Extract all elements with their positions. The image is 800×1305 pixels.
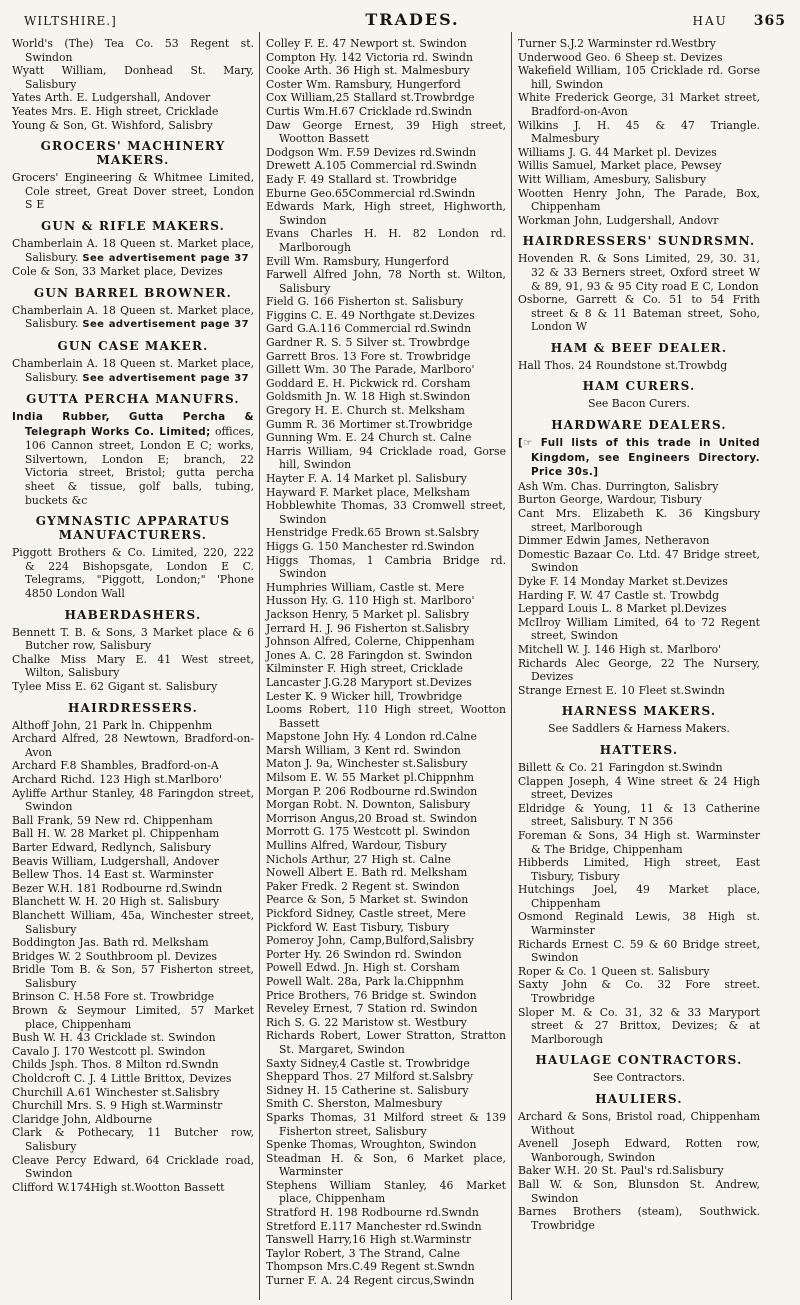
directory-entry: Bush W. H. 43 Cricklade st. Swindon [12,1031,216,1045]
section-heading: HARNESS MAKERS. [561,704,717,719]
directory-entry: Bridges W. 2 Southbroom pl. Devizes [12,949,217,963]
directory-entry: Dyke F. 14 Monday Market st.Devizes [518,575,728,588]
directory-entry: Garrett Bros. 13 Fore st. Trowbridge [266,349,471,363]
page-title: TRADES. [365,10,460,29]
directory-entry: Clifford W.174High st.Wootton Bassett [12,1180,225,1194]
section-heading: HAULAGE CONTRACTORS. [535,1053,743,1068]
directory-entry: Osmond Reginald Lewis, 38 High st. Warminster [518,910,760,938]
directory-entry: Harding F. W. 47 Castle st. Trowbdg [518,588,720,602]
directory-entry: Stephens William Stanley, 46 Market place, Chippenham [266,1178,506,1206]
directory-entry: Foreman & Sons, 34 High st. Warminster & The Bridge, Chippenham [518,828,760,856]
directory-entry: Sparks Thomas, 31 Milford street & 139 Fisherton street, Salisbury [266,1110,506,1138]
directory-entry: Cleave Percy Edward, 64 Cricklade road, Swindon [12,1153,254,1181]
section-heading: HAM CURERS. [582,379,696,394]
directory-entry: Gard G.A.116 Commercial rd.Swindn [266,322,472,336]
directory-entry: Underwood Geo. 6 Sheep st. Devizes [518,50,723,64]
directory-entry: Osborne, Garrett & Co. 51 to 54 Frith street & 8 & 11 Bateman street, Soho, London W [518,293,760,334]
directory-entry: Johnson Alfred, Colerne, Chippenham [266,635,475,649]
directory-entry: Strange Ernest E. 10 Fleet st.Swindn [518,683,725,697]
directory-entry: Jerrard H. J. 96 Fisherton st.Salisbry [266,621,470,635]
directory-entry: Humphries William, Castle st. Mere [266,580,465,594]
directory-entry: Childs Jsph. Thos. 8 Milton rd.Swndn [12,1058,219,1072]
directory-entry: Mapstone John Hy. 4 London rd.Calne [266,730,477,744]
directory-entry: Maton J. 9a, Winchester st.Salisbury [266,757,468,771]
directory-entry: Turner S.J.2 Warminster rd.Westbry [518,37,716,50]
directory-entry: Sloper M. & Co. 31, 32 & 33 Maryport street & 27 Brittox, Devizes; & at Marlborough [518,1005,760,1046]
directory-entry: Hutchings Joel, 49 Market place, Chippenham [518,883,760,910]
directory-entry: Steadman H. & Son, 6 Market place, Warminster [266,1151,506,1179]
directory-entry: Young & Son, Gt. Wishford, Salisbry [12,118,213,132]
directory-entry: Nichols Arthur, 27 High st. Calne [266,852,451,866]
directory-entry: Lester K. 9 Wicker hill, Trowbridge [266,689,463,703]
directory-entry: Goddard E. H. Pickwick rd. Corsham [266,376,471,390]
directory-entry: Ball W. & Son, Blunsdon St. Andrew, Swindon [518,1177,760,1205]
directory-entry: Brown & Seymour Limited, 57 Market place, Chippenham [12,1004,254,1031]
section-heading: HAIRDRESSERS. [68,700,198,715]
directory-entry: Bezer W.H. 181 Rodbourne rd.Swindn [12,881,223,895]
directory-entry: Bridle Tom B. & Son, 57 Fisherton street, Salisbury [12,963,254,990]
bold-note: See advertisement page 37 [82,372,249,384]
directory-entry: Porter Hy. 26 Swindon rd. Swindon [266,947,462,961]
directory-entry: Churchill A.61 Winchester st.Salisbry [12,1085,220,1099]
directory-entry: Hayter F. A. 14 Market pl. Salisbury [266,472,467,485]
directory-entry: Morgan P. 206 Rodbourne rd.Swindon [266,784,478,798]
directory-entry: Edwards Mark, High street, Highworth, Swindon [266,200,506,227]
section-heading: HABERDASHERS. [64,607,202,622]
directory-entry: Grocers' Engineering & Whitmee Limited, Cole street, Great Dover street, London S E [12,171,254,212]
directory-entry: Chamberlain A. 18 Queen st. Market place, Salisbury. See advertisement page 37 [12,356,254,384]
directory-entry: Tanswell Harry,16 High st.Warminstr [266,1233,472,1247]
section-heading: GUTTA PERCHA MANUFRS. [26,392,240,407]
directory-entry: India Rubber, Gutta Percha & Telegraph Works Co. Limited; offices, 106 Cannon street, London E C; works, Silvertown, London E; branch, 22 Victoria street, Bristol; gutta percha sheet & tissue, golf balls, tubing, buckets &c [12,411,254,507]
directory-entry: Althoff John, 21 Park ln. Chippenhm [12,718,213,732]
directory-entry: Spenke Thomas, Wroughton, Swindon [266,1138,477,1152]
directory-entry: Brinson C. H.58 Fore st. Trowbridge [12,990,215,1004]
directory-entry: Choldcroft C. J. 4 Little Brittox, Devizes [12,1072,232,1086]
page-header [6,6,796,32]
directory-entry: Field G. 166 Fisherton st. Salisbury [266,295,464,309]
directory-entry: Nowell Albert E. Bath rd. Melksham [266,866,468,880]
directory-entry: Marsh William, 3 Kent rd. Swindon [266,743,461,757]
directory-entry: Roper & Co. 1 Queen st. Salisbury [518,964,710,978]
directory-entry: Higgs Thomas, 1 Cambria Bridge rd. Swindon [266,553,506,581]
directory-entry: Avenell Joseph Edward, Rotten row, Wanborough, Swindon [518,1137,760,1164]
directory-entry: Chamberlain A. 18 Queen st. Market place, Salisbury. See advertisement page 37 [12,236,254,264]
directory-entry: Ball H. W. 28 Market pl. Chippenham [12,827,220,841]
directory-entry: Bennett T. B. & Sons, 3 Market place & 6 Butcher row, Salisbury [12,625,254,653]
directory-entry: Higgs G. 150 Manchester rd.Swindon [266,539,475,553]
cross-reference: See Bacon Curers. [588,397,690,411]
directory-entry: Willis Samuel, Market place, Pewsey [518,159,722,173]
directory-entry: Archard F.8 Shambles, Bradford-on-A [12,759,219,773]
section-heading: GUN & RIFLE MAKERS. [40,218,226,233]
directory-entry: Hayward F. Market place, Melksham [266,485,470,499]
directory-entry: Harris William, 94 Cricklade road, Gorse hill, Swindon [266,444,506,472]
directory-entry: Paker Fredk. 2 Regent st. Swindon [266,879,460,893]
directory-entry: Gunning Wm. E. 24 Church st. Calne [266,431,472,445]
directory-entry: Smith C. Sherston, Malmesbury [266,1097,443,1111]
directory-entry: Gregory H. E. Church st. Melksham [266,404,465,418]
directory-entry: Cant Mrs. Elizabeth K. 36 Kingsbury street, Marlborough [518,507,760,534]
directory-entry: Gardner R. S. 5 Silver st. Trowbrdge [266,336,470,350]
directory-entry: Evans Charles H. H. 82 London rd. Marlborough [266,227,506,254]
directory-entry: White Frederick George, 31 Market street, Bradford-on-Avon [518,91,760,118]
directory-entry: Farwell Alfred John, 78 North st. Wilton, Salisbury [266,268,506,295]
section-heading: HAM & BEEF DEALER. [550,340,728,355]
directory-entry: Blanchett W. H. 20 High st. Salisbury [12,895,220,909]
directory-entry: Sidney H. 15 Catherine st. Salisbury [266,1083,469,1097]
directory-entry: Piggott Brothers & Co. Limited, 220, 222 & 224 Bishopsgate, London E C. Telegrams, "Piggott, London;" 'Phone 4850 London Wall [12,546,254,601]
directory-entry: Gumm R. 36 Mortimer st.Trowbridge [266,417,473,431]
directory-entry: Pickford Sidney, Castle street, Mere [266,907,466,920]
cross-reference: See Saddlers & Harness Makers. [548,722,730,736]
directory-entry: Powell Walt. 28a, Park la.Chippnhm [266,974,464,988]
directory-entry: Williams J. G. 44 Market pl. Devizes [518,145,717,159]
directory-entry: Saxty Sidney,4 Castle st. Trowbridge [266,1056,470,1070]
directory-entry: Pearce & Son, 5 Market st. Swindon [266,893,469,907]
section-heading: HATTERS. [599,742,679,757]
column-1 [6,32,259,1300]
cross-reference: See Contractors. [592,1071,686,1085]
column-2 [259,32,512,1300]
directory-entry: Mullins Alfred, Wardour, Tisbury [266,839,447,853]
directory-entry: Domestic Bazaar Co. Ltd. 47 Bridge street, Swindon [518,547,760,575]
directory-entry: Daw George Ernest, 39 High street, Wootton Bassett [266,118,506,146]
section-heading: GROCERS' MACHINERY MAKERS. [40,139,226,168]
directory-entry: Reveley Ernest, 7 Station rd. Swindon [266,1002,478,1016]
directory-entry: Morrott G. 175 Westcott pl. Swindon [266,825,470,839]
directory-entry: Lancaster J.G.28 Maryport st.Devizes [266,675,472,689]
directory-entry: Barnes Brothers (steam), Southwick. Trowbridge [518,1205,760,1232]
directory-entry: Hall Thos. 24 Roundstone st.Trowbdg [518,358,728,372]
bold-note: [☞ Full lists of this trade in United Kingdom, see Engineers Directory. Price 30s.] [518,437,760,479]
directory-entry: Yeates Mrs. E. High street, Cricklade [12,104,219,118]
bold-note: See advertisement page 37 [82,319,249,331]
directory-entry: World's (The) Tea Co. 53 Regent st. Swindon [12,37,254,64]
bold-note: See advertisement page 37 [82,252,249,264]
directory-entry: Hobblewhite Thomas, 33 Cromwell street, Swindon [266,499,506,526]
directory-entry: Price Brothers, 76 Bridge st. Swindon [266,988,477,1002]
directory-entry: Saxty John & Co. 32 Fore street. Trowbridge [518,978,760,1006]
directory-entry: Looms Robert, 110 High street, Wootton Bassett [266,703,506,730]
directory-entry: Churchill Mrs. S. 9 High st.Warminstr [12,1099,223,1113]
directory-entry: Wootten Henry John, The Parade, Box, Chippenham [518,186,760,214]
directory-entry: Cavalo J. 170 Westcott pl. Swindon [12,1044,206,1058]
column-3 [512,32,765,1300]
section-heading: HAIRDRESSERS' SUNDRSMN. [522,234,756,249]
directory-entry: Beavis William, Ludgershall, Andover [12,854,220,868]
directory-entry: Cooke Arth. 36 High st. Malmesbury [266,64,470,78]
directory-entry: Barter Edward, Redlynch, Salisbury [12,840,211,854]
directory-entry: Coster Wm. Ramsbury, Hungerford [266,77,461,91]
columns-container [6,32,796,1300]
directory-entry: Ash Wm. Chas. Durrington, Salisbry [518,479,719,493]
directory-entry: Baker W.H. 20 St. Paul's rd.Salisbury [518,1164,724,1178]
section-heading: HAULIERS. [595,1092,683,1106]
directory-entry: Evill Wm. Ramsbury, Hungerford [266,254,449,268]
directory-entry: Yates Arth. E. Ludgershall, Andover [12,91,211,105]
page-number-block [571,13,786,29]
directory-entry: Leppard Louis L. 8 Market pl.Devizes [518,602,727,616]
directory-entry: Archard & Sons, Bristol road, Chippenham Without [518,1110,760,1137]
directory-entry: Boddington Jas. Bath rd. Melksham [12,936,209,950]
directory-entry: Clappen Joseph, 4 Wine street & 24 High street, Devizes [518,774,760,802]
directory-entry: Jones A. C. 28 Faringdon st. Swindon [266,648,473,662]
directory-entry: Sheppard Thos. 27 Milford st.Salsbry [266,1070,474,1084]
directory-entry: Husson Hy. G. 110 High st. Marlboro' [266,594,475,608]
directory-entry: Powell Edwd. Jn. High st. Corsham [266,961,460,975]
directory-entry: Clark & Pothecary, 11 Butcher row, Salisbury [12,1126,254,1153]
directory-entry: Richards Alec George, 22 The Nursery, Devizes [518,656,760,684]
directory-entry: Cole & Son, 33 Market place, Devizes [12,265,223,279]
directory-entry: Morgan Robt. N. Downton, Salisbury [266,798,471,812]
section-heading: HARDWARE DEALERS. [551,418,727,433]
directory-entry: Figgins C. E. 49 Northgate st.Devizes [266,308,475,322]
directory-entry: Pickford W. East Tisbury, Tisbury [266,920,450,934]
bold-note: India Rubber, Gutta Percha & Telegraph Works Co. Limited; [12,411,254,438]
directory-entry: Wakefield William, 105 Cricklade rd. Gorse hill, Swindon [518,64,760,91]
directory-entry: Richards Robert, Lower Stratton, Stratton St. Margaret, Swindon [266,1029,506,1056]
directory-entry: Ayliffe Arthur Stanley, 48 Faringdon street, Swindon [12,786,254,814]
directory-entry: Chalke Miss Mary E. 41 West street, Wilton, Salisbury [12,652,254,680]
directory-entry: Drewett A.105 Commercial rd.Swindn [266,159,477,173]
section-heading: GYMNASTIC APPARATUS MANUFACTURERS. [35,514,231,543]
directory-entry: Kilminster F. High street, Cricklade [266,662,463,676]
directory-entry: Milsom E. W. 55 Market pl.Chippnhm [266,771,474,785]
directory-entry: Burton George, Wardour, Tisbury [518,493,702,507]
directory-entry: Blanchett William, 45a, Winchester street, Salisbury [12,908,254,936]
directory-entry: Curtis Wm.H.67 Cricklade rd.Swindn [266,104,472,118]
directory-entry: Stretford E.117 Manchester rd.Swindn [266,1219,482,1233]
directory-entry: Goldsmith Jn. W. 18 High st.Swindon [266,390,471,404]
directory-entry: Turner F. A. 24 Regent circus,Swindn [266,1274,475,1288]
section-heading: GUN CASE MAKER. [57,338,209,353]
directory-entry: McIlroy William Limited, 64 to 72 Regent street, Swindon [518,615,760,643]
directory-entry: Tylee Miss E. 62 Gigant st. Salisbury [12,680,218,693]
county-label: WILTSHIRE.] [24,14,117,28]
directory-entry: Taylor Robert, 3 The Strand, Calne [266,1246,461,1260]
directory-entry: Claridge John, Aldbourne [12,1112,153,1126]
directory-entry: Richards Ernest C. 59 & 60 Bridge street, Swindon [518,937,760,965]
directory-entry: Henstridge Fredk.65 Brown st.Salsbry [266,526,480,540]
directory-entry [518,436,760,480]
directory-entry: Stratford H. 198 Rodbourne rd.Swndn [266,1206,479,1220]
directory-entry: Hovenden R. & Sons Limited, 29, 30. 31, 32 & 33 Berners street, Oxford street W & 89, 91, 93 & 95 City road E C, London [518,252,760,293]
directory-entry: Archard Richd. 123 High st.Marlboro' [12,772,222,786]
directory-entry: Chamberlain A. 18 Queen st. Market place, Salisbury. See advertisement page 37 [12,303,254,331]
directory-entry: Wilkins J. H. 45 & 47 Triangle. Malmesbury [518,118,760,146]
directory-entry: Thompson Mrs.C.49 Regent st.Swndn [266,1260,475,1274]
directory-entry: Dimmer Edwin James, Netheravon [518,534,710,548]
directory-entry: Mitchell W. J. 146 High st. Marlboro' [518,642,722,656]
directory-entry: Morrison Angus,20 Broad st. Swindon [266,811,478,825]
directory-entry: Compton Hy. 142 Victoria rd. Swindn [266,50,473,64]
directory-entry: Wyatt William, Donhead St. Mary, Salisbury [12,64,254,91]
directory-entry: Workman John, Ludgershall, Andovr [518,213,719,227]
directory-entry: Dodgson Wm. F.59 Devizes rd.Swindn [266,145,477,159]
directory-entry: Billett & Co. 21 Faringdon st.Swindn [518,760,723,774]
directory-entry: Cox William,25 Stallard st.Trowbrdge [266,91,475,105]
directory-entry: Eldridge & Young, 11 & 13 Catherine street, Salisbury. T N 356 [518,801,760,829]
directory-entry: Witt William, Amesbury, Salisbury [518,172,707,186]
directory-entry: Eady F. 49 Stallard st. Trowbridge [266,172,457,186]
directory-entry: Hibberds Limited, High street, East Tisbury, Tisbury [518,856,760,883]
directory-entry: Archard Alfred, 28 Newtown, Bradford-on-Avon [12,732,254,759]
page-number: 365 [753,13,786,29]
directory-entry: Jackson Henry, 5 Market pl. Salisbry [266,607,470,621]
directory-entry: Rich S. G. 22 Maristow st. Westbury [266,1015,467,1029]
directory-entry: Pomeroy John, Camp,Bulford,Salisbry [266,934,474,948]
directory-entry: Ball Frank, 59 New rd. Chippenham [12,813,213,827]
directory-entry: Eburne Geo.65Commercial rd.Swindn [266,186,476,200]
directory-entry: Bellew Thos. 14 East st. Warminster [12,868,214,882]
directory-entry: Gillett Wm. 30 The Parade, Marlboro' [266,363,475,377]
directory-entry: Colley F. E. 47 Newport st. Swindon [266,37,467,50]
guide-word: HAU [692,14,728,28]
section-heading: GUN BARREL BROWNER. [33,285,233,300]
